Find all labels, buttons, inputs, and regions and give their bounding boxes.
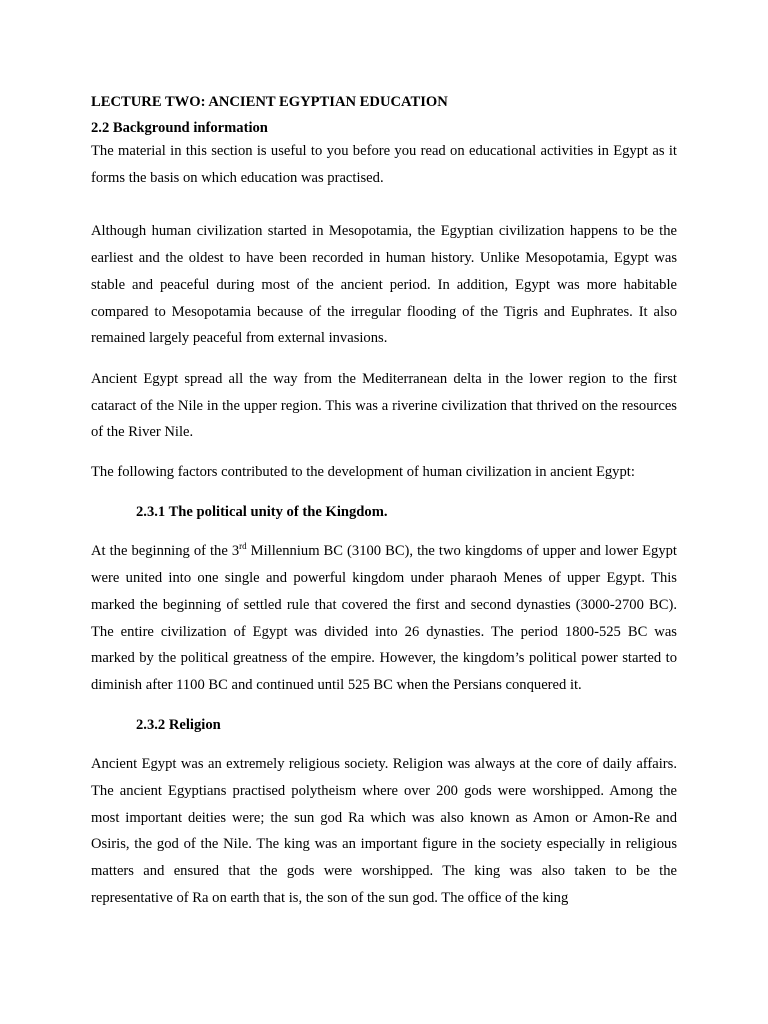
paragraph-religion: Ancient Egypt was an extremely religious society. Religion was always at the core of daily affairs. The ancient Egyptians practised polytheism where over 200 gods were worshipped. Among the most important deities were; the sun god Ra which was also known as Amon or Amon-Re and Osiris, the god of the Nile. The king was an important figure in the society especially in religious matters and ensured that the gods were worshipped. The king was also taken to be the representative of Ra on earth that is, the son of the sun god. The office of the king xyxy=(91,756,677,906)
lecture-title: LECTURE TWO: ANCIENT EGYPTIAN EDUCATION xyxy=(91,94,448,110)
section-heading: 2.2 Background information xyxy=(91,120,268,136)
document-page xyxy=(91,92,677,912)
subsection-heading-religion: 2.3.2 Religion xyxy=(136,716,221,733)
intro-paragraph: The material in this section is useful to you before you read on educational activities in Egypt as it forms the basis on which education was practised. xyxy=(91,143,677,186)
paragraph-civilization-origin: Although human civilization started in Mesopotamia, the Egyptian civilization happens to be the earliest and the oldest to have been recorded in human history. Unlike Mesopotamia, Egypt was stable and peaceful during most of the ancient period. In addition, Egypt was more habitable compared to Mesopotamia because of the irregular flooding of the Tigris and Euphrates. It also remained largely peaceful from external invasions. xyxy=(91,223,677,347)
paragraph-factors-intro: The following factors contributed to the development of human civilization in ancient Egypt: xyxy=(91,464,635,481)
paragraph-egypt-geography: Ancient Egypt spread all the way from the Mediterranean delta in the lower region to the first cataract of the Nile in the upper region. This was a riverine civilization that thrived on the resources of the River Nile. xyxy=(91,370,677,441)
ordinal-superscript: rd xyxy=(239,541,247,552)
political-unity-text-rest: Millennium BC (3100 BC), the two kingdoms of upper and lower Egypt were united into one single and powerful kingdom under pharaoh Menes of upper Egypt. This marked the beginning of settled rule that covered the first and second dynasties (3000-2700 BC). The entire civilization of Egypt was divided into 26 dynasties. The period 1800-525 BC was marked by the political greatness of the empire. However, the kingdom’s political power started to diminish after 1100 BC and continued until 525 BC when the Persians conquered it. xyxy=(91,543,677,693)
political-unity-text-start: At the beginning of the 3 xyxy=(91,543,240,560)
subsection-heading-political-unity: 2.3.1 The political unity of the Kingdom. xyxy=(136,503,388,520)
paragraph-political-unity xyxy=(91,538,677,698)
